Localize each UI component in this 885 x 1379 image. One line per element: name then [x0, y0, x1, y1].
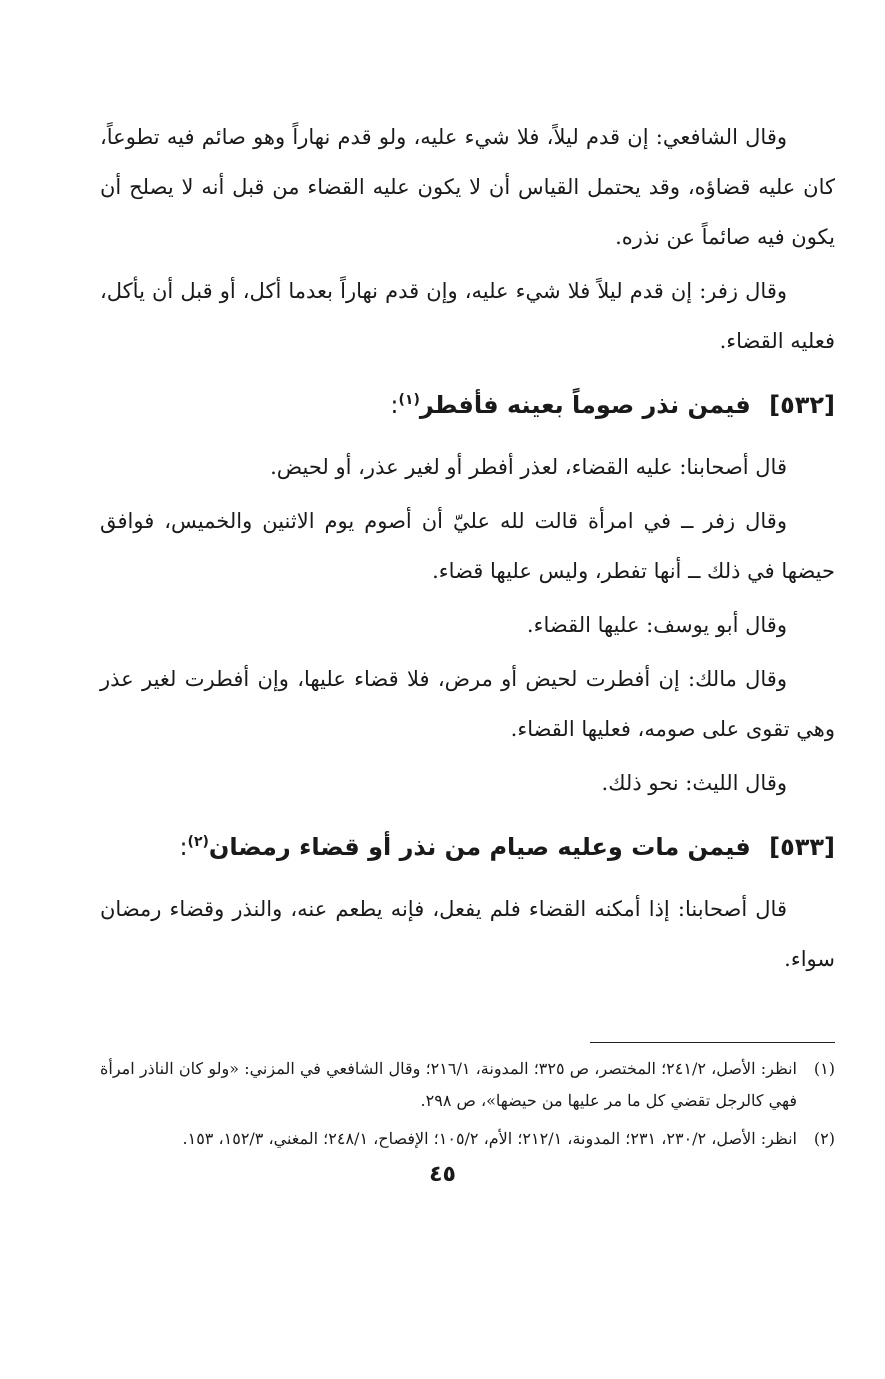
footnote-text: انظر: الأصل، ٢٣٠/٢، ٢٣١؛ المدونة، ٢١٢/١؛ الأم، ١٠٥/٢؛ الإفصاح، ٢٤٨/١؛ المغني، ١٥٢/٣، ١٥٣. [182, 1129, 797, 1148]
page-number: ٤٥ [429, 1162, 456, 1187]
paragraph: وقال زفر ــ في امرأة قالت لله عليّ أن أصوم يوم الاثنين والخميس، فوافق حيضها في ذلك ــ أنها تفطر، وليس عليها قضاء. [100, 509, 835, 583]
paragraph-shafii: وقال الشافعي: إن قدم ليلاً، فلا شيء عليه، ولو قدم نهاراً وهو صائم فيه تطوعاً، كان عليه قضاؤه، وقد يحتمل القياس أن لا يكون عليه القضاء من قبل أنه لا يصلح أن يكون فيه صائماً عن نذره. [100, 125, 835, 249]
footnote-1 [100, 1053, 835, 1117]
footnote-number: (١) [813, 1059, 835, 1078]
paragraph: قال أصحابنا: إذا أمكنه القضاء فلم يفعل، فإنه يطعم عنه، والنذر وقضاء رمضان سواء. [100, 897, 835, 971]
section-heading-533 [100, 822, 835, 872]
footnote-2 [100, 1123, 835, 1155]
paragraph: قال أصحابنا: عليه القضاء، لعذر أفطر أو لغير عذر، أو لحيض. [270, 455, 787, 479]
heading-colon: : [179, 833, 188, 861]
footnote-separator [590, 1042, 835, 1043]
footnote-ref-2[interactable]: (٢) [187, 834, 209, 850]
section-number: [٥٣٢] [769, 391, 835, 419]
section-heading-532 [100, 380, 835, 430]
section-title: فيمن نذر صوماً بعينه فأفطر [419, 391, 751, 419]
paragraph: وقال مالك: إن أفطرت لحيض أو مرض، فلا قضاء عليها، وإن أفطرت لغير عذر وهي تقوى على صومه، فعليها القضاء. [100, 667, 835, 741]
section-number: [٥٣٣] [769, 833, 835, 861]
section-title: فيمن مات وعليه صيام من نذر أو قضاء رمضان [208, 833, 751, 861]
footnote-number: (٢) [813, 1129, 835, 1148]
footnote-ref-1[interactable]: (١) [398, 392, 420, 408]
paragraph-zufar: وقال زفر: إن قدم ليلاً فلا شيء عليه، وإن قدم نهاراً بعدما أكل، أو قبل أن يأكل، فعليه القضاء. [100, 279, 835, 353]
paragraph: وقال أبو يوسف: عليها القضاء. [526, 613, 787, 637]
footnote-text: انظر: الأصل، ٢٤١/٢؛ المختصر، ص ٣٢٥؛ المدونة، ٢١٦/١؛ وقال الشافعي في المزني: «ولو كان الناذر امرأة فهي كالرجل تقضي كل ما مر عليها من حيضها»، ص ٢٩٨. [100, 1059, 797, 1110]
paragraph: وقال الليث: نحو ذلك. [601, 771, 787, 795]
heading-colon: : [390, 391, 399, 419]
page-body [100, 112, 835, 1379]
